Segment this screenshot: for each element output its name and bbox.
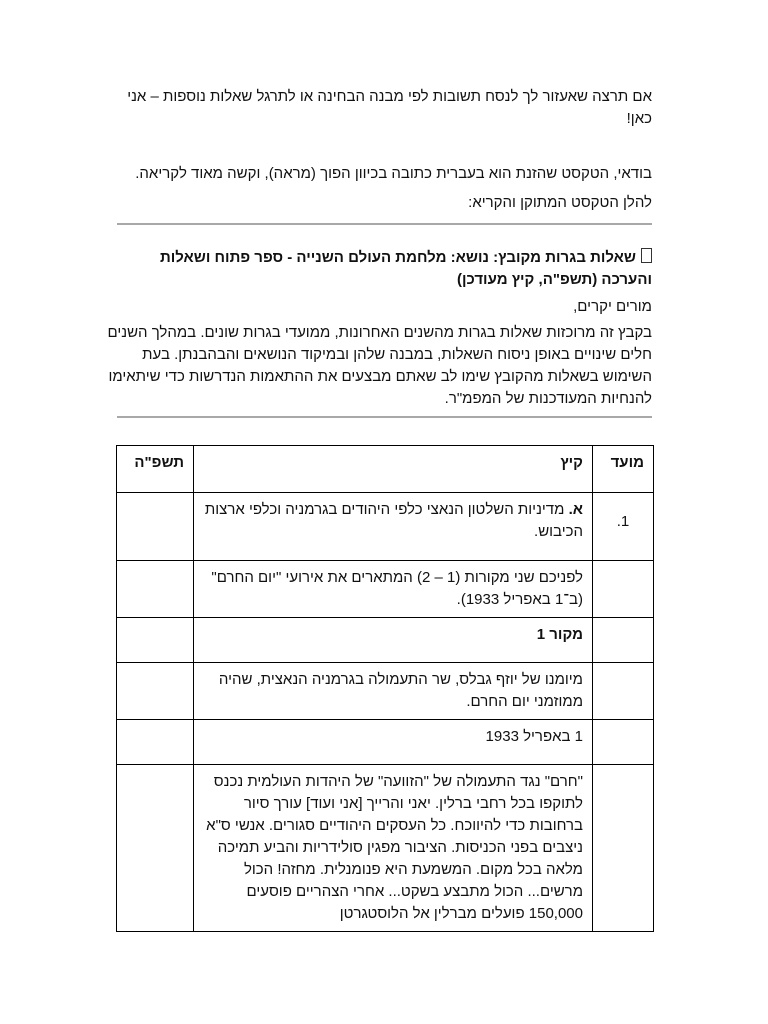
- table-cell-empty: [117, 618, 194, 663]
- question-topic: מדיניות השלטון הנאצי כלפי היהודים בגרמניה וכלפי ארצות הכיבוש.: [204, 501, 583, 540]
- table-row: [117, 618, 654, 663]
- table-row: [117, 561, 654, 618]
- table-cell-empty: [117, 493, 194, 561]
- table-cell-empty: [593, 618, 654, 663]
- horizontal-divider: [117, 223, 652, 225]
- greeting-text: מורים יקרים,: [573, 298, 652, 315]
- horizontal-divider: [117, 416, 652, 418]
- table-header-row: [117, 446, 654, 493]
- sources-intro: לפניכם שני מקורות (1 – 2) המתארים את אירועי "יום החרם" (ב־1 באפריל 1933).: [194, 561, 593, 618]
- missing-glyph-icon: [641, 248, 652, 263]
- table-cell: [194, 493, 593, 561]
- intro-offer-text: אם תרצה שאעזור לך לנסח תשובות לפי מבנה הבחינה או לתרגל שאלות נוספות – אני כאן!: [127, 88, 652, 127]
- table-cell-empty: [117, 663, 194, 720]
- header-moed: מועד: [593, 446, 654, 493]
- header-kayitz: קיץ: [194, 446, 593, 493]
- table-cell-empty: [593, 663, 654, 720]
- table-cell-empty: [117, 561, 194, 618]
- table-row: [117, 765, 654, 932]
- table-cell-empty: [117, 765, 194, 932]
- table-cell-empty: [593, 720, 654, 765]
- document-heading: [117, 247, 652, 291]
- table-cell-empty: [117, 720, 194, 765]
- source-title: מקור 1: [194, 618, 593, 663]
- document-heading-text: שאלות בגרות מקובץ: נושא: מלחמת העולם השנייה - ספר פתוח ושאלות והערכה (תשפ"ה, קיץ מעודכן): [159, 249, 652, 288]
- table-row: [117, 663, 654, 720]
- intro-note-text: בודאי, הטקסט שהזנת הוא בעברית כתובה בכיוון הפוך (מראה), וקשה מאוד לקריאה.: [135, 165, 652, 182]
- header-tashpah: תשפ"ה: [117, 446, 194, 493]
- question-letter: א.: [568, 501, 583, 518]
- exam-table: [116, 445, 654, 932]
- intro-paragraph: בקבץ זה מרוכזות שאלות בגרות מהשנים האחרונות, ממועדי בגרות שונים. במהלך השנים חלים שינויים באופן ניסוח השאלות, במבנה שלהן ובמיקוד הנושאים והבהבנתן. בעת השימוש בשאלות מהקובץ שימו לב שאתם מבצעים את ההתאמות הנדרשות כדי שיתאימו להנחיות המעודכנות של המפמ"ר.: [107, 324, 652, 407]
- question-number: 1.: [593, 493, 654, 561]
- table-cell-empty: [593, 765, 654, 932]
- source-attribution: מיומנו של יוזף גבלס, שר התעמולה בגרמניה הנאצית, שהיה ממוזמני יום החרם.: [194, 663, 593, 720]
- table-row: [117, 493, 654, 561]
- table-row: [117, 720, 654, 765]
- source-date: 1 באפריל 1933: [194, 720, 593, 765]
- source-body-text: "חרם" נגד התעמולה של "הזוועה" של היהדות העולמית נכנס לתוקפו בכל רחבי ברלין. יאני והרייך [אני ועוד] עורך סיור ברחובות כדי להיווכח. כל העסקים היהודיים סגורים. אנשי ס"א ניצבים בפני הכניסות. הציבור מפגין סולידריות והביע תמיכה מלאה בכל מקום. המשמעת היא פנומנלית. מחזה! הכול מרשים... הכול מתבצע בשקט... אחרי הצהריים פוסעים 150,000 פועלים מברלין אל הלוסטגרטן: [194, 765, 593, 932]
- intro-lead-text: להלן הטקסט המתוקן והקריא:: [468, 194, 652, 211]
- table-cell-empty: [593, 561, 654, 618]
